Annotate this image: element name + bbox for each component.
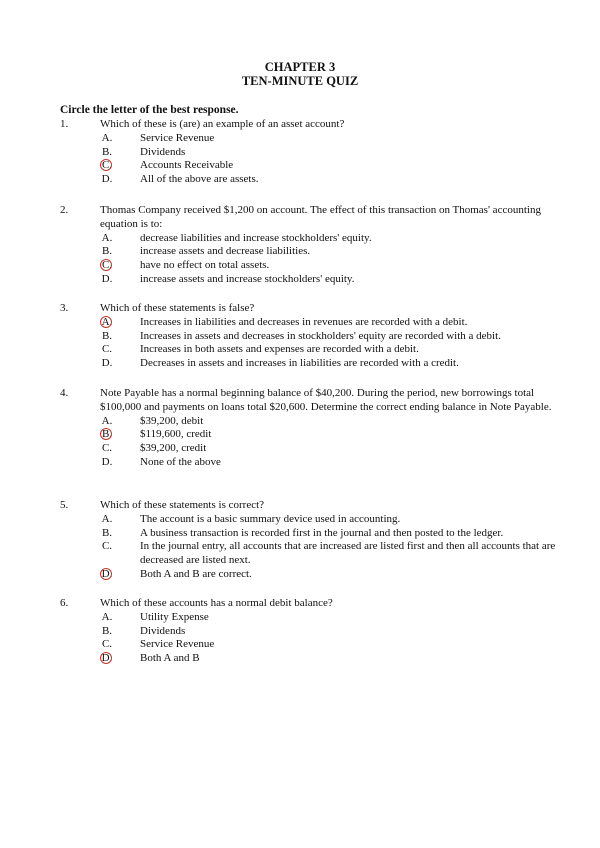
question-text: Note Payable has a normal beginning balance of $40,200. During the period, new borrowings total $100,000 and payments on loans total $20,600. Determine the correct ending balance in Note Payable. (100, 387, 552, 413)
choice-b[interactable] (60, 625, 570, 639)
choice-letter: A. (101, 610, 113, 623)
question-number: 1. (60, 118, 69, 130)
choice-letter: D. (101, 272, 113, 285)
choice-d-selected[interactable] (60, 652, 570, 666)
choice-text: Service Revenue (140, 638, 215, 651)
choice-d[interactable] (60, 456, 570, 470)
choice-text: have no effect on total assets. (140, 259, 270, 272)
circled-answer-letter: C. (101, 159, 113, 172)
choice-a[interactable] (60, 415, 570, 429)
question-number: 2. (60, 204, 69, 216)
choice-text: Increases in both assets and expenses are recorded with a debit. (140, 343, 419, 356)
choice-c-selected[interactable] (60, 159, 570, 173)
chapter-title: CHAPTER 3 (264, 60, 336, 74)
choice-c[interactable] (60, 442, 570, 456)
question-text: Which of these statements is false? (100, 302, 255, 314)
choice-d[interactable] (60, 173, 570, 187)
circled-answer-letter: A. (101, 315, 113, 328)
choice-a[interactable] (60, 611, 570, 625)
choice-letter: A. (101, 414, 113, 427)
choice-c[interactable] (60, 343, 570, 357)
choice-letter: D. (101, 357, 113, 370)
choice-letter: B. (101, 245, 113, 258)
choice-b[interactable] (60, 527, 570, 541)
choice-letter: C. (101, 343, 113, 356)
choice-text: Increases in liabilities and decreases in revenues are recorded with a debit. (140, 315, 468, 328)
quiz-title: TEN-MINUTE QUIZ (241, 74, 359, 88)
choice-d[interactable] (60, 273, 570, 287)
circled-answer-letter: D. (101, 567, 113, 580)
question-number: 6. (60, 597, 69, 609)
question-4 (60, 387, 570, 470)
question-number: 3. (60, 302, 69, 314)
question-2 (60, 204, 570, 287)
choice-letter: B. (101, 329, 113, 342)
instructions: Circle the letter of the best response. (60, 104, 239, 116)
question-text: Which of these is (are) an example of an asset account? (100, 118, 345, 130)
choice-d[interactable] (60, 357, 570, 371)
choice-text: decrease liabilities and increase stockholders' equity. (140, 231, 372, 244)
choice-text: Increases in assets and decreases in stockholders' equity are recorded with a debit. (140, 329, 501, 342)
choice-letter: A. (101, 131, 113, 144)
choice-text: increase assets and decrease liabilities. (140, 245, 311, 258)
choice-letter: C. (101, 442, 113, 455)
circled-answer-letter: D. (101, 652, 113, 665)
choice-b-selected[interactable] (60, 428, 570, 442)
question-number: 4. (60, 387, 69, 399)
question-text: Thomas Company received $1,200 on account. The effect of this transaction on Thomas' accounting equation is to: (100, 204, 541, 230)
choice-text: In the journal entry, all accounts that are increased are listed first and then all accounts that are decreased are listed next. (140, 540, 556, 567)
choice-text: $119,600, credit (140, 428, 212, 441)
choice-text: $39,200, credit (140, 442, 207, 455)
choice-text: Decreases in assets and increases in liabilities are recorded with a credit. (140, 357, 459, 370)
choice-text: The account is a basic summary device used in accounting. (140, 512, 401, 525)
choice-text: Both A and B are correct. (140, 567, 252, 580)
question-number: 5. (60, 499, 69, 511)
question-6 (60, 597, 570, 666)
choice-letter: D. (101, 455, 113, 468)
choice-letter: B. (101, 526, 113, 539)
choice-text: Both A and B (140, 652, 200, 665)
choice-a-selected[interactable] (60, 316, 570, 330)
choice-letter: C. (101, 540, 113, 553)
choice-text: $39,200, debit (140, 414, 204, 427)
choice-letter: B. (101, 145, 113, 158)
circled-answer-letter: C. (101, 259, 113, 272)
choice-text: A business transaction is recorded first in the journal and then posted to the ledger. (140, 526, 504, 539)
choice-letter: C. (101, 638, 113, 651)
choice-text: Utility Expense (140, 610, 209, 623)
question-5 (60, 499, 570, 582)
choice-b[interactable] (60, 146, 570, 160)
choice-c[interactable] (60, 638, 570, 652)
choice-text: Accounts Receivable (140, 159, 234, 172)
choice-text: All of the above are assets. (140, 173, 259, 186)
circled-answer-letter: B. (101, 428, 113, 441)
question-text: Which of these statements is correct? (100, 499, 265, 511)
choice-text: Dividends (140, 624, 186, 637)
choice-d-selected[interactable] (60, 568, 570, 582)
choice-text: increase assets and increase stockholders' equity. (140, 272, 355, 285)
choice-b[interactable] (60, 245, 570, 259)
choice-letter: D. (101, 173, 113, 186)
question-1 (60, 118, 570, 187)
choice-a[interactable] (60, 132, 570, 146)
question-text: Which of these accounts has a normal debit balance? (100, 597, 333, 609)
choice-text: Dividends (140, 145, 186, 158)
choice-text: Service Revenue (140, 131, 215, 144)
choice-letter: A. (101, 231, 113, 244)
choice-text: None of the above (140, 455, 221, 468)
choice-c-selected[interactable] (60, 259, 570, 273)
choice-a[interactable] (60, 232, 570, 246)
choice-c[interactable] (60, 540, 570, 568)
question-3 (60, 302, 570, 371)
choice-a[interactable] (60, 513, 570, 527)
choice-letter: B. (101, 624, 113, 637)
choice-letter: A. (101, 512, 113, 525)
choice-b[interactable] (60, 330, 570, 344)
